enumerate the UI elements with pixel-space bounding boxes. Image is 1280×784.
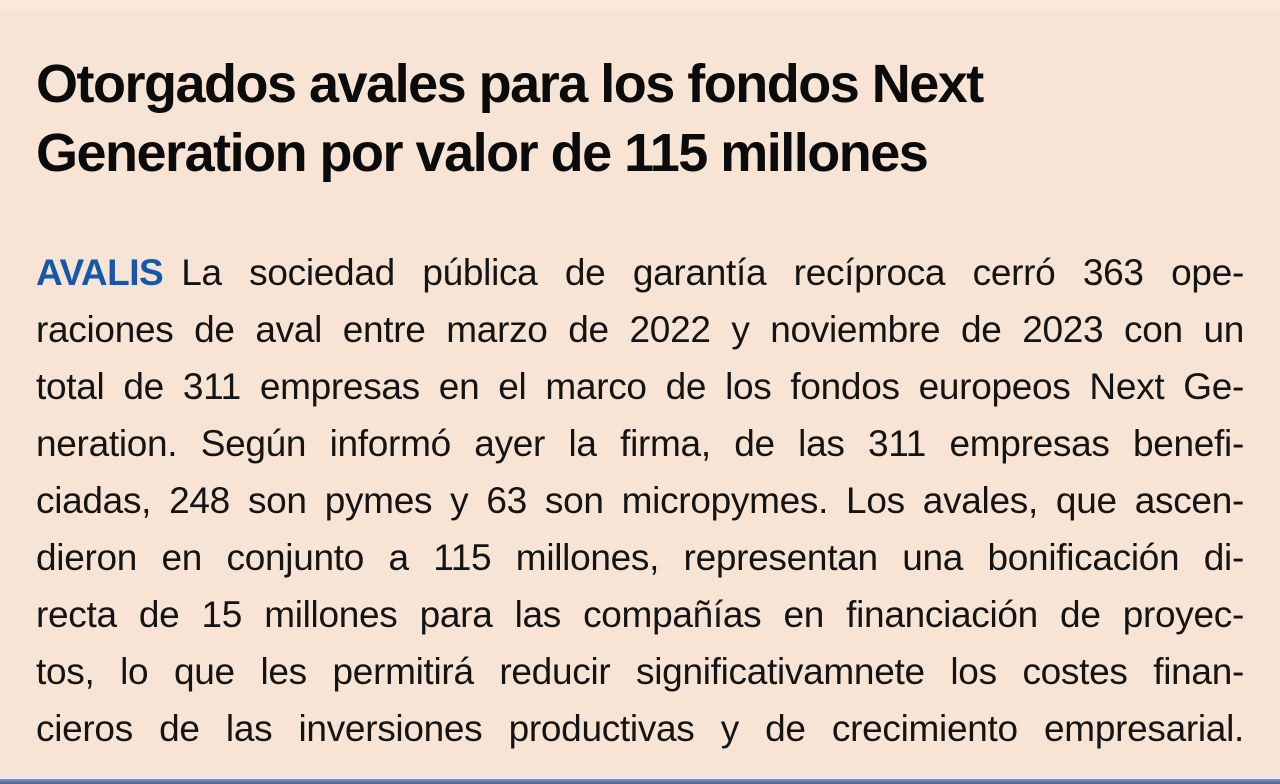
- body-line: dieron en conjunto a 115 millones, representan una bonificación di-: [36, 537, 1244, 578]
- body-line: [36, 244, 1244, 301]
- article-body: [36, 244, 1244, 757]
- body-line: cieros de las inversiones productivas y de crecimiento empresarial.: [36, 708, 1244, 749]
- body-line: raciones de aval entre marzo de 2022 y noviembre de 2023 con un: [36, 309, 1244, 350]
- headline-line-1: Otorgados avales para los fondos Next: [36, 54, 983, 114]
- body-line: tos, lo que les permitirá reducir significativamnete los costes finan-: [36, 651, 1244, 692]
- body-line-text: La sociedad pública de garantía recíproca cerró 363 ope-: [181, 252, 1244, 293]
- body-line: neration. Según informó ayer la firma, de las 311 empresas benefi-: [36, 423, 1244, 464]
- bottom-divider-bar: [0, 779, 1280, 784]
- body-line: recta de 15 millones para las compañías en financiación de proyec-: [36, 594, 1244, 635]
- article-headline: [36, 50, 1244, 188]
- section-lead-avalis: AVALIS: [36, 252, 164, 293]
- body-line: ciadas, 248 son pymes y 63 son micropymes. Los avales, que ascen-: [36, 480, 1244, 521]
- body-line: total de 311 empresas en el marco de los fondos europeos Next Ge-: [36, 366, 1244, 407]
- headline-line-2: Generation por valor de 115 millones: [36, 123, 928, 183]
- bottom-divider: [0, 776, 1280, 784]
